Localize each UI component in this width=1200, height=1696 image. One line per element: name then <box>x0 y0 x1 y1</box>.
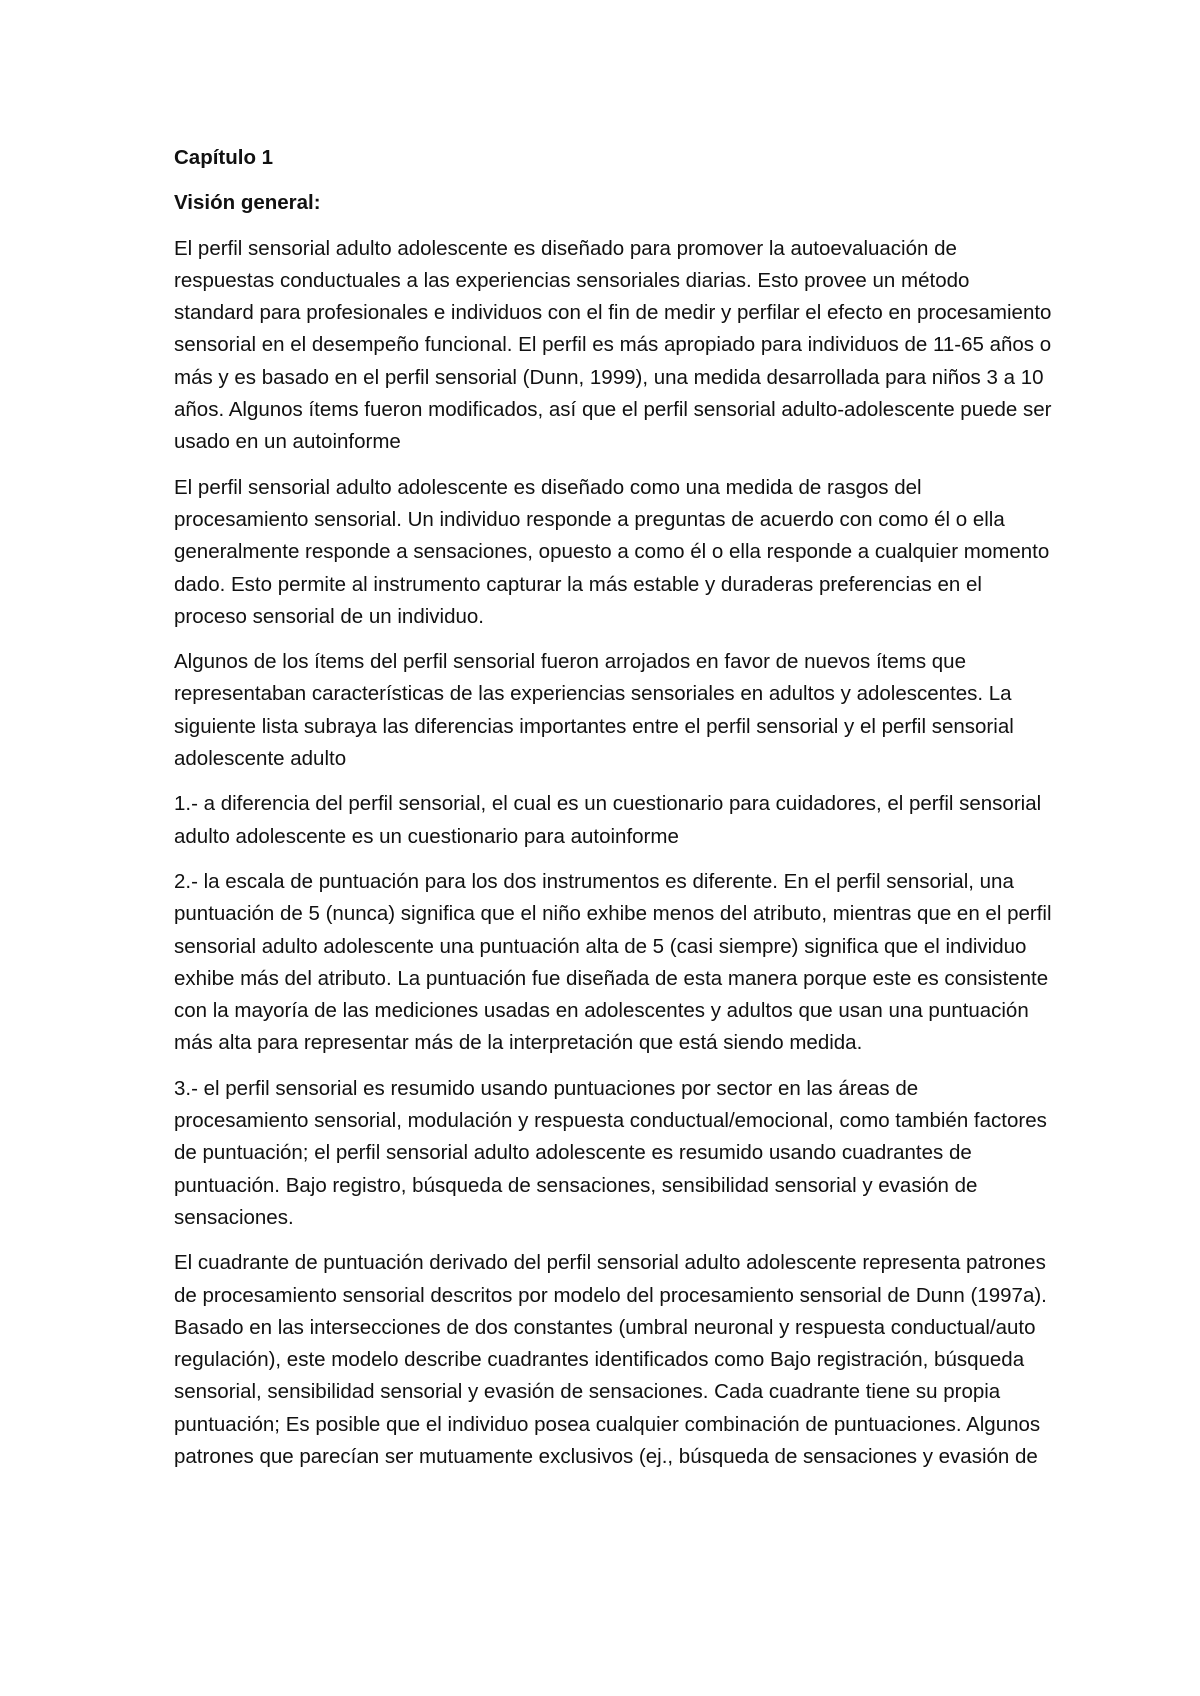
list-item-difference-2: 2.- la escala de puntuación para los dos instrumentos es diferente. En el perfil sensorial, una puntuación de 5 (nunca) significa que el niño exhibe menos del atributo, mientras que en el perfil sensorial adulto adolescente una puntuación alta de 5 (casi siempre) significa que el individuo exhibe más del atributo. La puntuación fue diseñada de esta manera porque este es consistente con la mayoría de las mediciones usadas en adolescentes y adultos que usan una puntuación más alta para representar más de la interpretación que está siendo medida. <box>174 869 1052 1055</box>
document-body <box>174 142 1054 1486</box>
chapter-title: Capítulo 1 <box>174 146 274 169</box>
paragraph-items-differences: Algunos de los ítems del perfil sensorial fueron arrojados en favor de nuevos ítems que representaban características de las experiencias sensoriales en adultos y adolescentes. La siguiente lista subraya las diferencias importantes entre el perfil sensorial y el perfil sensorial adolescente adulto <box>174 650 1014 771</box>
list-item-difference-1: 1.- a diferencia del perfil sensorial, el cual es un cuestionario para cuidadores, el perfil sensorial adulto adolescente es un cuestionario para autoinforme <box>174 792 1042 848</box>
paragraph-trait-measure: El perfil sensorial adulto adolescente es diseñado como una medida de rasgos del procesamiento sensorial. Un individuo responde a preguntas de acuerdo con como él o ella generalmente responde a sensaciones, opuesto a como él o ella responde a cualquier momento dado. Esto permite al instrumento capturar la más estable y duraderas preferencias en el proceso sensorial de un individuo. <box>174 475 1050 628</box>
paragraph-quadrant-scores: El cuadrante de puntuación derivado del perfil sensorial adulto adolescente representa patrones de procesamiento sensorial descritos por modelo del procesamiento sensorial de Dunn (1997a). Basado en las intersecciones de dos constantes (umbral neuronal y respuesta conductual/auto regulación), este modelo describe cuadrantes identificados como Bajo registración, búsqueda sensorial, sensibilidad sensorial y evasión de sensaciones. Cada cuadrante tiene su propia puntuación; Es posible que el individuo posea cualquier combinación de puntuaciones. Algunos patrones que parecían ser mutuamente exclusivos (ej., búsqueda de sensaciones y evasión de <box>174 1251 1047 1468</box>
section-title: Visión general: <box>174 191 321 215</box>
paragraph-overview: El perfil sensorial adulto adolescente es diseñado para promover la autoevaluación de respuestas conductuales a las experiencias sensoriales diarias. Esto provee un método standard para profesionales e individuos con el fin de medir y perfilar el efecto en procesamiento sensorial en el desempeño funcional. El perfil es más apropiado para individuos de 11-65 años o más y es basado en el perfil sensorial (Dunn, 1999), una medida desarrollada para niños 3 a 10 años. Algunos ítems fueron modificados, así que el perfil sensorial adulto-adolescente puede ser usado en un autoinforme <box>174 236 1052 454</box>
list-item-difference-3: 3.- el perfil sensorial es resumido usando puntuaciones por sector en las áreas de procesamiento sensorial, modulación y respuesta conductual/emocional, como también factores de puntuación; el perfil sensorial adulto adolescente es resumido usando cuadrantes de puntuación. Bajo registro, búsqueda de sensaciones, sensibilidad sensorial y evasión de sensaciones. <box>174 1076 1047 1229</box>
